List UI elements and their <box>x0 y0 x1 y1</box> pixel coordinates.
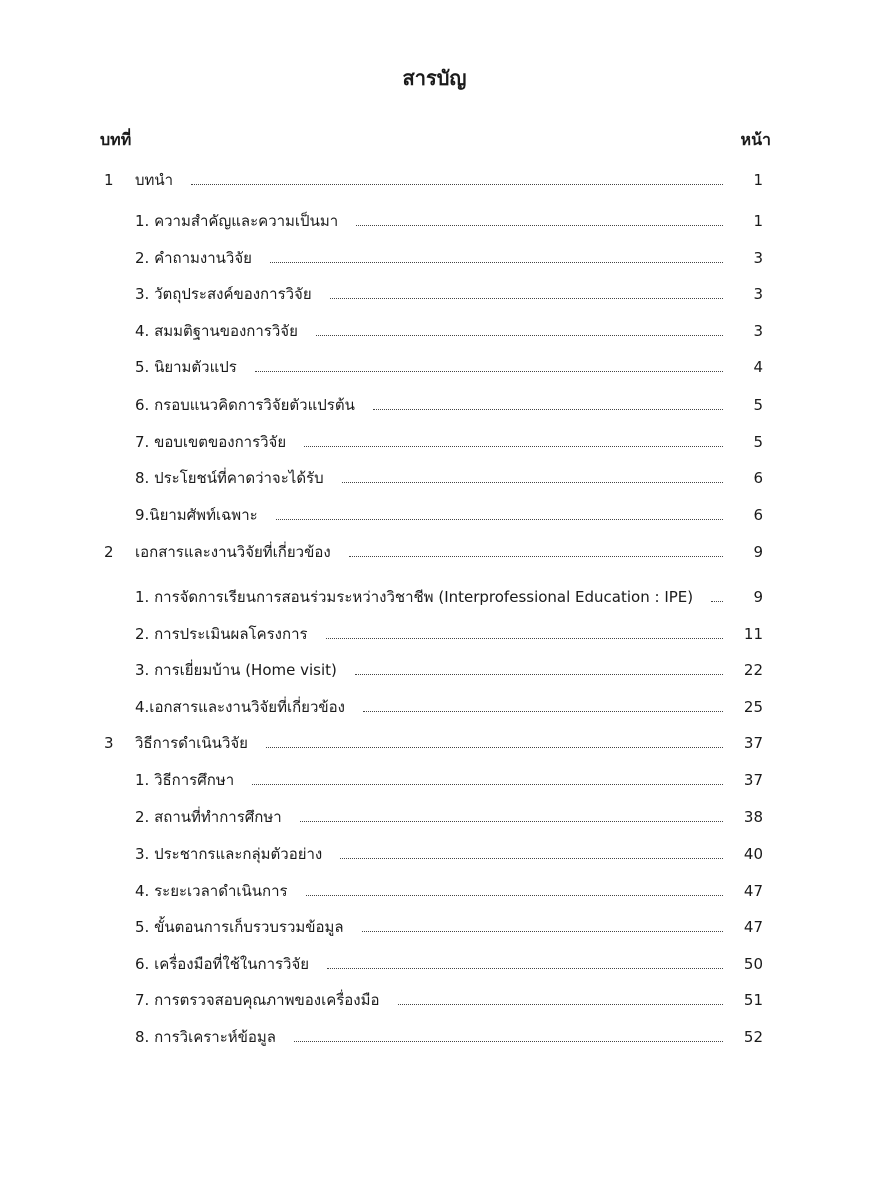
page-number: 47 <box>743 918 763 936</box>
entry-label: 1. ความสำคัญและความเป็นมา <box>135 212 339 230</box>
page-number: 3 <box>753 285 763 303</box>
toc-entry <box>0 842 869 866</box>
toc-entry <box>0 540 869 564</box>
dot-leader <box>270 262 723 263</box>
entry-label: 8. การวิเคราะห์ข้อมูล <box>135 1028 276 1046</box>
section-title <box>135 695 723 719</box>
page-number: 1 <box>753 171 763 189</box>
page-number: 37 <box>743 771 763 789</box>
dot-leader <box>316 335 723 336</box>
entry-label: 3. วัตถุประสงค์ของการวิจัย <box>135 285 312 303</box>
page-number: 11 <box>743 625 763 643</box>
section-title <box>135 988 723 1012</box>
toc-entry <box>0 952 869 976</box>
section-title <box>135 393 723 417</box>
page-number: 51 <box>743 991 763 1009</box>
dot-leader <box>327 968 723 969</box>
entry-label: 7. การตรวจสอบคุณภาพของเครื่องมือ <box>135 991 380 1009</box>
dot-leader <box>362 931 723 932</box>
section-title <box>135 585 723 609</box>
toc-entry <box>0 355 869 379</box>
section-title <box>135 355 723 379</box>
section-title <box>135 622 723 646</box>
section-title <box>135 430 723 454</box>
toc-entry <box>0 695 869 719</box>
toc-entry <box>0 246 869 270</box>
section-title <box>135 466 723 490</box>
dot-leader <box>276 519 723 520</box>
page-number: 22 <box>743 661 763 679</box>
entry-label: เอกสารและงานวิจัยที่เกี่ยวข้อง <box>135 543 331 561</box>
dot-leader <box>306 895 723 896</box>
entry-label: 4. ระยะเวลาดำเนินการ <box>135 882 288 900</box>
entry-label: 9.นิยามศัพท์เฉพาะ <box>135 506 258 524</box>
page-column-header: หน้า <box>740 130 771 149</box>
page-number: 25 <box>743 698 763 716</box>
section-title <box>135 915 723 939</box>
entry-label: บทนำ <box>135 171 174 189</box>
entry-label: 1. การจัดการเรียนการสอนร่วมระหว่างวิชาชีพ (Interprofessional Education : IPE) <box>135 588 694 606</box>
section-title <box>135 805 723 829</box>
toc-entry <box>0 466 869 490</box>
section-title <box>135 952 723 976</box>
entry-label: 2. คำถามงานวิจัย <box>135 249 252 267</box>
toc-entry <box>0 622 869 646</box>
page-number: 37 <box>743 734 763 752</box>
dot-leader <box>373 409 723 410</box>
entry-label: 2. สถานที่ทำการศึกษา <box>135 808 282 826</box>
chapter-column-header: บทที่ <box>100 130 132 149</box>
dot-leader <box>711 601 723 602</box>
page-number: 6 <box>753 469 763 487</box>
entry-label: 2. การประเมินผลโครงการ <box>135 625 308 643</box>
page-number: 9 <box>753 588 763 606</box>
chapter-title <box>135 731 723 755</box>
entry-label: 5. นิยามตัวแปร <box>135 358 237 376</box>
chapter-title <box>135 168 723 192</box>
toc-entry <box>0 503 869 527</box>
entry-label: 3. ประชากรและกลุ่มตัวอย่าง <box>135 845 323 863</box>
toc-entry <box>0 282 869 306</box>
dot-leader <box>300 821 723 822</box>
page-number: 4 <box>753 358 763 376</box>
dot-leader <box>355 674 723 675</box>
dot-leader <box>330 298 723 299</box>
page-number: 3 <box>753 322 763 340</box>
page-title: สารบัญ <box>402 66 467 90</box>
toc-entry <box>0 168 869 192</box>
toc-entry <box>0 585 869 609</box>
chapter-number: 2 <box>104 543 114 561</box>
toc-entry <box>0 209 869 233</box>
dot-leader <box>304 446 723 447</box>
entry-label: 5. ขั้นตอนการเก็บรวบรวมข้อมูล <box>135 918 344 936</box>
entry-label: 1. วิธีการศึกษา <box>135 771 235 789</box>
page-number: 5 <box>753 396 763 414</box>
entry-label: 4. สมมติฐานของการวิจัย <box>135 322 298 340</box>
entry-label: 3. การเยี่ยมบ้าน (Home visit) <box>135 661 337 679</box>
chapter-title <box>135 540 723 564</box>
dot-leader <box>356 225 723 226</box>
section-title <box>135 879 723 903</box>
toc-entry <box>0 988 869 1012</box>
page-number: 1 <box>753 212 763 230</box>
dot-leader <box>340 858 723 859</box>
toc-entry <box>0 1025 869 1049</box>
chapter-number: 1 <box>104 171 114 189</box>
page-number: 40 <box>743 845 763 863</box>
dot-leader <box>191 184 723 185</box>
dot-leader <box>349 556 723 557</box>
section-title <box>135 282 723 306</box>
section-title <box>135 768 723 792</box>
section-title <box>135 1025 723 1049</box>
page-number: 3 <box>753 249 763 267</box>
entry-label: วิธีการดำเนินวิจัย <box>135 734 248 752</box>
page-number: 9 <box>753 543 763 561</box>
dot-leader <box>294 1041 723 1042</box>
toc-entry <box>0 319 869 343</box>
entry-label: 6. เครื่องมือที่ใช้ในการวิจัย <box>135 955 310 973</box>
entry-label: 6. กรอบแนวคิดการวิจัยตัวแปรต้น <box>135 396 355 414</box>
toc-entry <box>0 430 869 454</box>
dot-leader <box>252 784 723 785</box>
entry-label: 7. ขอบเขตของการวิจัย <box>135 433 287 451</box>
toc-entry <box>0 658 869 682</box>
chapter-number: 3 <box>104 734 114 752</box>
page-number: 38 <box>743 808 763 826</box>
toc-entry <box>0 393 869 417</box>
toc-entry <box>0 731 869 755</box>
page-number: 5 <box>753 433 763 451</box>
toc-entry <box>0 915 869 939</box>
dot-leader <box>255 371 723 372</box>
entry-label: 8. ประโยชน์ที่คาดว่าจะได้รับ <box>135 469 324 487</box>
page-number: 6 <box>753 506 763 524</box>
entry-label: 4.เอกสารและงานวิจัยที่เกี่ยวข้อง <box>135 698 345 716</box>
dot-leader <box>342 482 723 483</box>
section-title <box>135 842 723 866</box>
section-title <box>135 209 723 233</box>
section-title <box>135 246 723 270</box>
section-title <box>135 658 723 682</box>
page-number: 50 <box>743 955 763 973</box>
dot-leader <box>326 638 723 639</box>
toc-entry <box>0 879 869 903</box>
section-title <box>135 319 723 343</box>
dot-leader <box>363 711 723 712</box>
dot-leader <box>398 1004 723 1005</box>
section-title <box>135 503 723 527</box>
page-number: 47 <box>743 882 763 900</box>
dot-leader <box>266 747 723 748</box>
toc-entry <box>0 805 869 829</box>
page-number: 52 <box>743 1028 763 1046</box>
toc-entry <box>0 768 869 792</box>
